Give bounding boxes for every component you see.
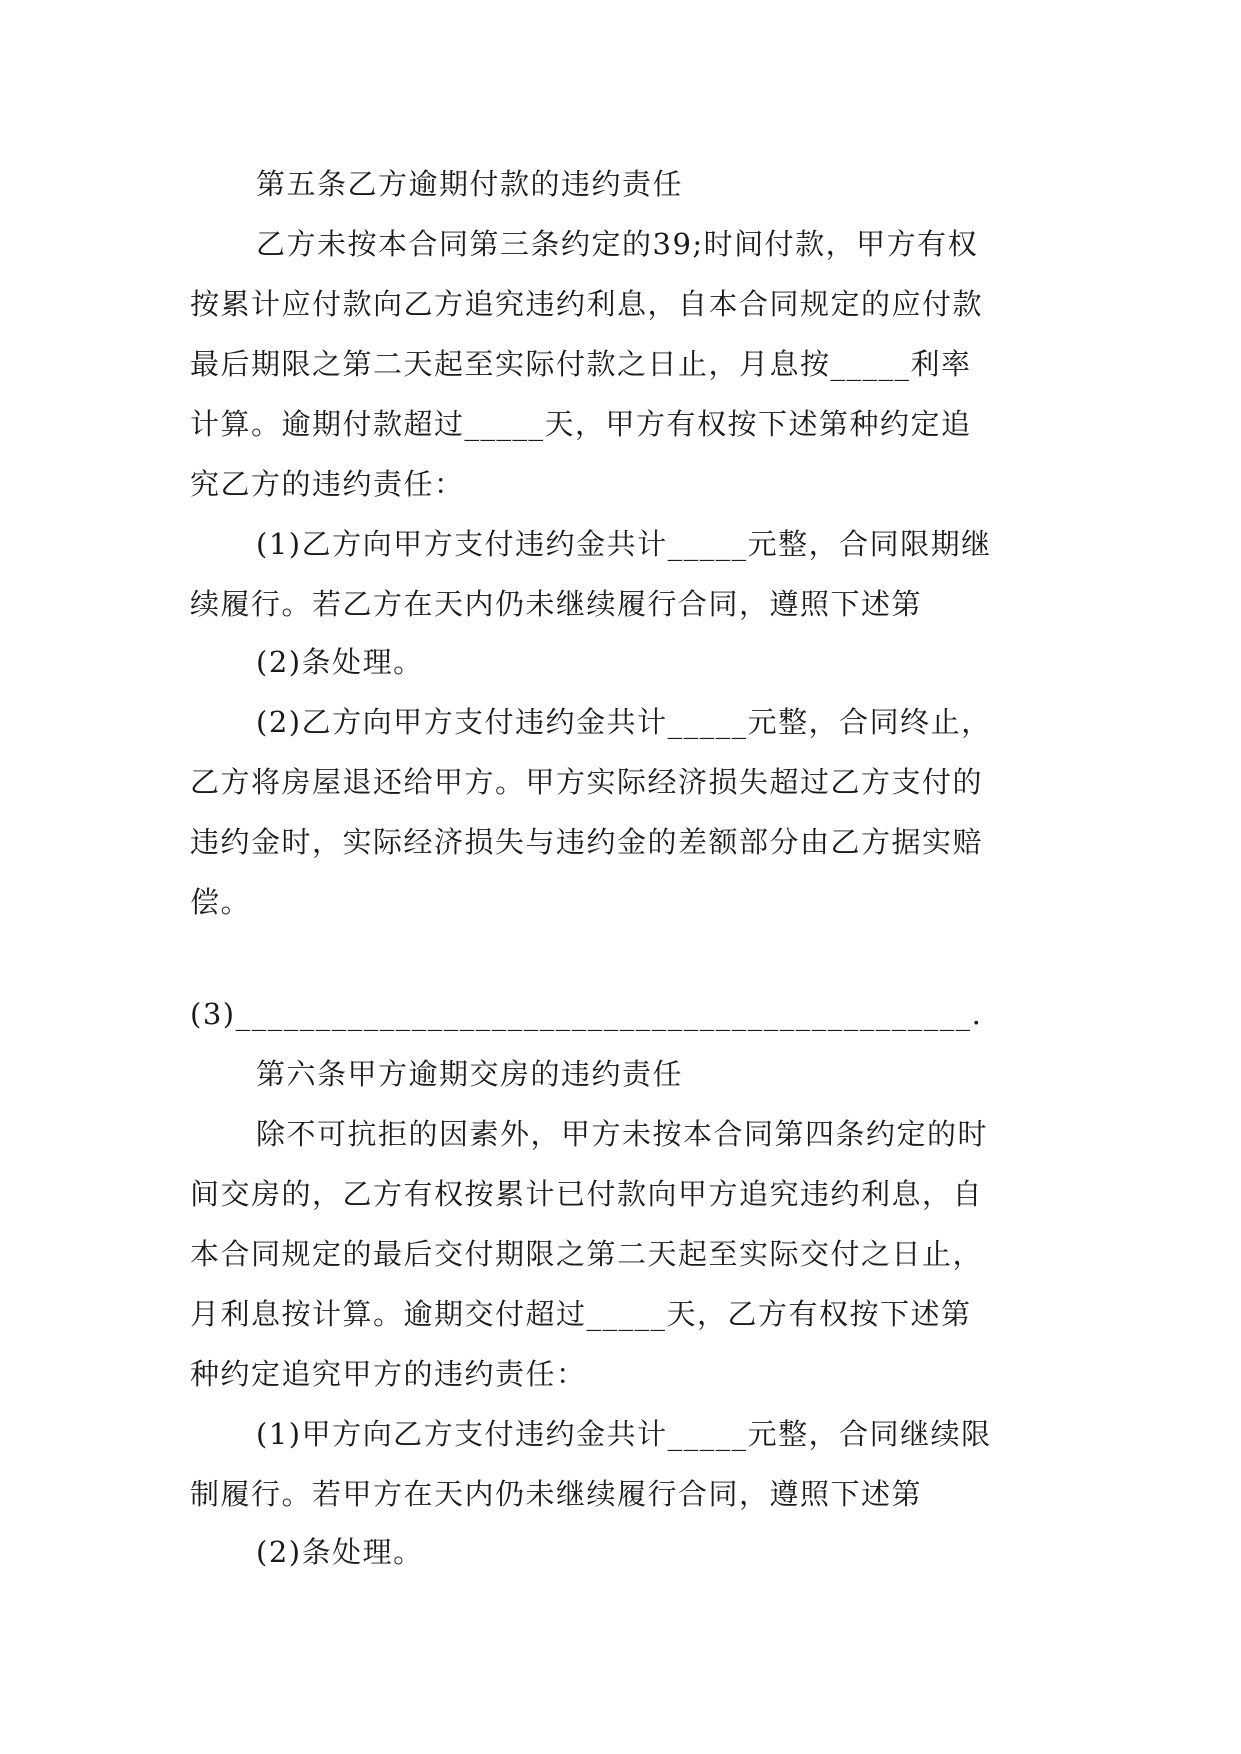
clause-1-line: (1)甲方向乙方支付违约金共计_____元整，合同继续限 xyxy=(256,1417,992,1451)
paragraph-line: 最后期限之第二天起至实际付款之日止，月息按_____利率 xyxy=(190,347,972,381)
paragraph-line: 种约定追究甲方的违约责任： xyxy=(190,1357,587,1391)
clause-2-line: 违约金时，实际经济损失与违约金的差额部分由乙方据实赔 xyxy=(190,825,984,859)
clause-reference-line: (2)条处理。 xyxy=(256,645,424,679)
clause-1-line: (1)乙方向甲方支付违约金共计_____元整，合同限期继 xyxy=(256,527,992,561)
paragraph-line: 本合同规定的最后交付期限之第二天起至实际交付之日止， xyxy=(190,1237,984,1271)
paragraph-line: 月利息按计算。逾期交付超过_____天，乙方有权按下述第 xyxy=(190,1297,972,1331)
paragraph-line: 除不可抗拒的因素外，甲方未按本合同第四条约定的时 xyxy=(256,1117,989,1151)
paragraph-line: 乙方未按本合同第三条约定的39;时间付款，甲方有权 xyxy=(256,227,979,261)
paragraph-line: 究乙方的违约责任： xyxy=(190,467,465,501)
clause-2-line: 偿。 xyxy=(190,885,252,919)
paragraph-line: 按累计应付款向乙方追究违约利息，自本合同规定的应付款 xyxy=(190,287,984,321)
clause-1-line: 续履行。若乙方在天内仍未继续履行合同，遵照下述第 xyxy=(190,587,923,621)
clause-reference-line: (2)条处理。 xyxy=(256,1535,424,1569)
clause-2-line: 乙方将房屋退还给甲方。甲方实际经济损失超过乙方支付的 xyxy=(190,765,984,799)
paragraph-line: 计算。逾期付款超过_____天，甲方有权按下述第种约定追 xyxy=(190,407,972,441)
article-5-heading: 第五条乙方逾期付款的违约责任 xyxy=(256,167,684,201)
paragraph-line: 间交房的，乙方有权按累计已付款向甲方追究违约利息，自 xyxy=(190,1177,984,1211)
clause-1-line: 制履行。若甲方在天内仍未继续履行合同，遵照下述第 xyxy=(190,1477,923,1511)
clause-3-blank-line: (3)______________________________________________. xyxy=(190,997,983,1031)
article-6-heading: 第六条甲方逾期交房的违约责任 xyxy=(256,1057,684,1091)
clause-2-line: (2)乙方向甲方支付违约金共计_____元整，合同终止， xyxy=(256,705,992,739)
